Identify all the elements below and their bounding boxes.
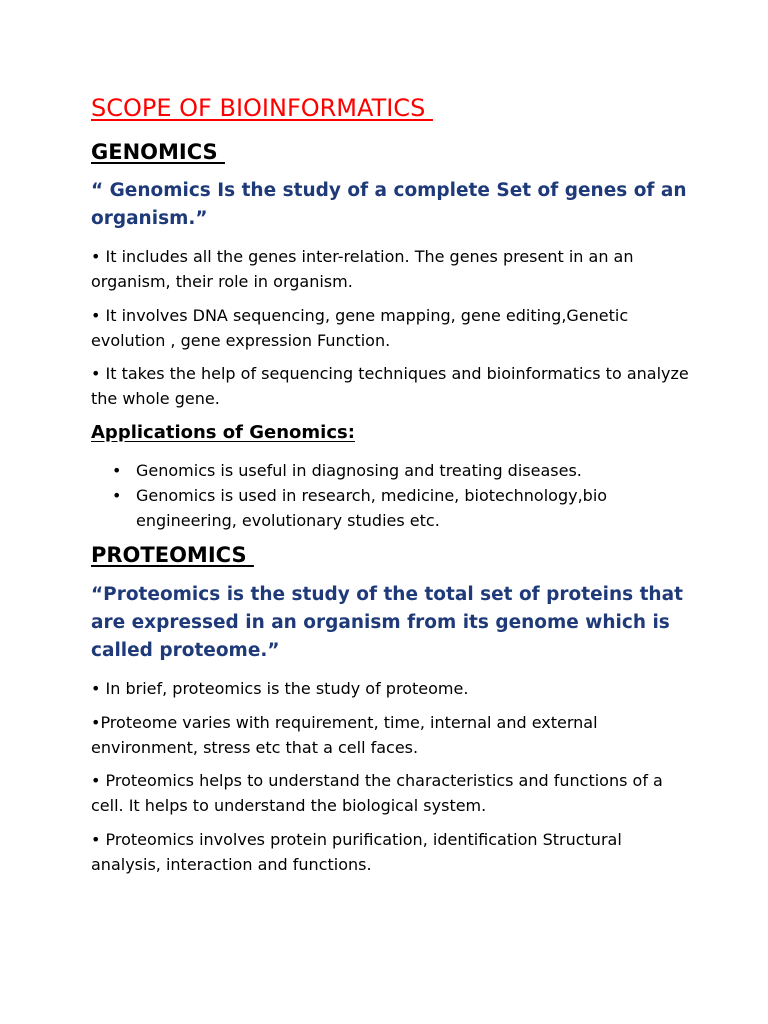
genomics-point-1: • It includes all the genes inter-relation. The genes present in an an organism, their role in organism. <box>91 247 634 291</box>
proteomics-point-2: •Proteome varies with requirement, time, internal and external environment, stress etc that a cell faces. <box>91 713 598 757</box>
proteomics-definition: “Proteomics is the study of the total set of proteins that are expressed in an organism from its genome which is called proteome.” <box>91 584 683 661</box>
applications-heading: Applications of Genomics: <box>91 422 355 443</box>
genomics-point-3: • It takes the help of sequencing techniques and bioinformatics to analyze the whole gene. <box>91 364 689 408</box>
document-title: SCOPE OF BIOINFORMATICS <box>91 94 433 122</box>
genomics-point-2: • It involves DNA sequencing, gene mapping, gene editing,Genetic evolution , gene expression Function. <box>91 306 629 350</box>
list-item <box>91 458 691 483</box>
application-text: Genomics is useful in diagnosing and treating diseases. <box>136 461 582 480</box>
applications-list <box>91 458 691 533</box>
application-text: Genomics is used in research, medicine, biotechnology,bio engineering, evolutionary studies etc. <box>136 486 608 530</box>
genomics-definition: “ Genomics Is the study of a complete Set of genes of an organism.” <box>91 180 687 229</box>
proteomics-point-1: • In brief, proteomics is the study of proteome. <box>91 679 469 698</box>
proteomics-point-3: • Proteomics helps to understand the characteristics and functions of a cell. It helps to understand the biological system. <box>91 771 663 815</box>
genomics-heading: GENOMICS <box>91 140 225 164</box>
bullet-icon: • <box>112 461 122 480</box>
bullet-icon: • <box>112 486 122 505</box>
proteomics-point-4: • Proteomics involves protein purification, identification Structural analysis, interaction and functions. <box>91 830 622 874</box>
list-item <box>91 483 691 533</box>
proteomics-heading: PROTEOMICS <box>91 543 254 567</box>
